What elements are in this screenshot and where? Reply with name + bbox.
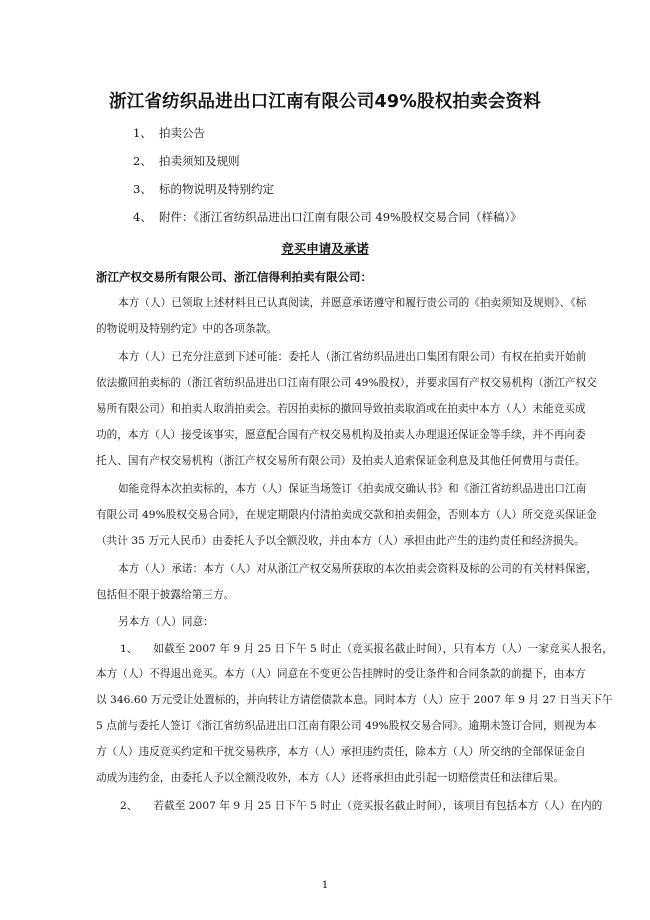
toc-item — [133, 209, 522, 225]
paragraph-line: 本方（人）不得退出竞买。本方（人）同意在不变更公告挂牌时的受让条件和合同条款的前提下，由本方 — [96, 668, 586, 680]
paragraph-line: 包括但不限于披露给第三方。 — [96, 589, 235, 601]
paragraph-line: 功的，本方（人）接受该事实，愿意配合国有产权交易机构及拍卖人办理退还保证金等手续，并不再向委 — [96, 429, 586, 441]
paragraph-line: 易所有限公司）和拍卖人取消拍卖会。若因拍卖标的撤回导致拍卖取消或在拍卖中本方（人）未能竞买成 — [96, 403, 586, 415]
numbered-clause-line: 1、 如截至 2007 年 9 月 25 日下午 5 时止（竞买报名截止时间），只有本方（人）一家竞买人报名， — [120, 643, 613, 655]
toc-item — [133, 181, 274, 197]
toc-item-text: 拍卖须知及规则 — [159, 154, 240, 168]
paragraph-line: （共计 35 万元人民币）由委托人予以全额没收，并由本方（人）承担由此产生的违约责任和经济损失。 — [96, 535, 585, 547]
paragraph-line: 另本方（人）同意： — [118, 616, 214, 628]
paragraph-line: 托人、国有产权交易机构（浙江产权交易所有限公司）及拍卖人追索保证金利息及其他任何费用与责任。 — [96, 455, 586, 467]
paragraph-line: 如能竞得本次拍卖标的，本方（人）保证当场签订《拍卖成交确认书》和《浙江省纺织品进出口江南 — [118, 483, 587, 495]
paragraph-line: 5 点前与委托人签订《浙江省纺织品进出口江南有限公司 49%股权交易合同》。逾期未签订合同，则视为本 — [96, 720, 597, 732]
toc-item-text: 标的物说明及特别约定 — [159, 182, 274, 196]
toc-item-number: 1、 — [133, 126, 152, 140]
paragraph-line: 本方（人）承诺：本方（人）对从浙江产权交易所获取的本次拍卖会资料及标的公司的有关材料保密， — [118, 563, 597, 575]
paragraph-line: 本方（人）已充分注意到下述可能：委托人（浙江省纺织品进出口集团有限公司）有权在拍卖开始前 — [118, 351, 587, 363]
toc-item-text: 拍卖公告 — [159, 126, 205, 140]
section-heading: 竞买申请及承诺 — [281, 241, 369, 256]
toc-item-text: 附件：《浙江省纺织品进出口江南有限公司 49%股权交易合同（样稿）》 — [159, 210, 522, 224]
paragraph-line: 方（人）违反竞买约定和干扰交易秩序，本方（人）承担违约责任，除本方（人）所交纳的全部保证金自 — [96, 746, 586, 758]
paragraph-line: 的物说明及特别约定》中的各项条款。 — [96, 323, 277, 335]
toc-item-number: 2、 — [133, 154, 152, 168]
toc-item-number: 3、 — [133, 182, 152, 196]
paragraph-line: 有限公司 49%股权交易合同》，在规定期限内付清拍卖成交款和拍卖佣金，否则本方（人）所交竞买保证金 — [96, 509, 597, 521]
paragraph-line: 本方（人）已领取上述材料且已认真阅读，并愿意承诺遵守和履行贵公司的《拍卖须知及规则》、《标 — [118, 297, 587, 309]
paragraph-line: 动成为违约金，由委托人予以全额没收外，本方（人）还将承担由此引起一切赔偿责任和法律后果。 — [96, 772, 565, 784]
addressee-line: 浙江产权交易所有限公司、浙江信得利拍卖有限公司： — [96, 270, 372, 284]
document-title: 浙江省纺织品进出口江南有限公司49%股权拍卖会资料 — [109, 92, 541, 112]
toc-item — [133, 125, 205, 141]
page-number: 1 — [321, 880, 329, 891]
paragraph-line: 依法撤回拍卖标的（浙江省纺织品进出口江南有限公司 49%股权），并要求国有产权交易机构（浙江产权交 — [96, 377, 597, 389]
toc-item — [133, 153, 240, 169]
numbered-clause-line: 2、 若截至 2007 年 9 月 25 日下午 5 时止（竞买报名截止时间），该项目有包括本方（人）在内的 — [120, 800, 603, 812]
paragraph-line: 以 346.60 万元受让处置标的，并向转让方请偿债款本息。同时本方（人）应于 2007 年 9 月 27 日当天下午 — [96, 694, 613, 706]
toc-item-number: 4、 — [133, 210, 152, 224]
